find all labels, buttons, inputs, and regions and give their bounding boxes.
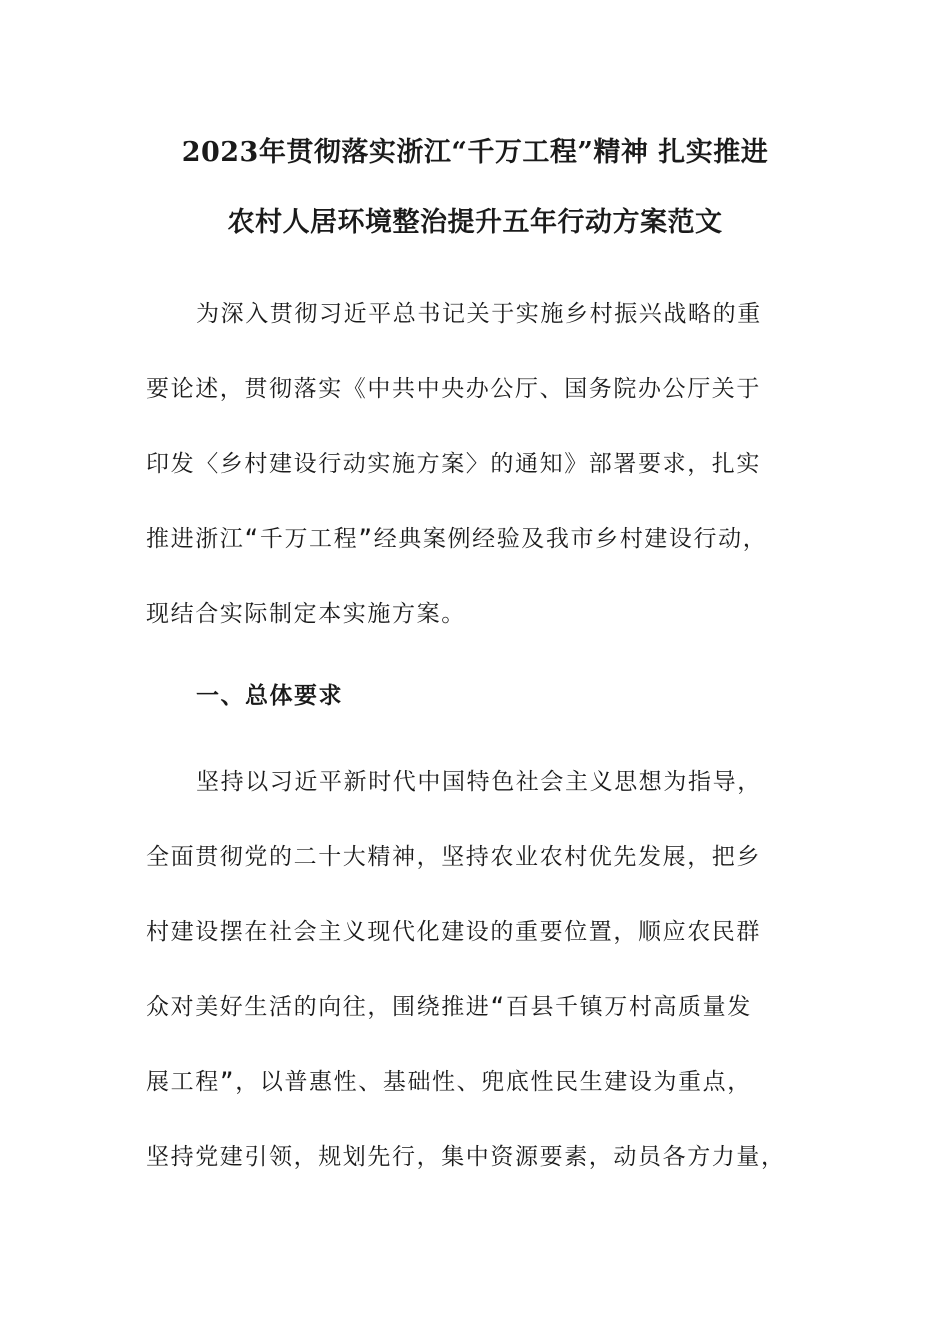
paragraph-1-line-4: 推进浙江“千万工程”经典案例经验及我市乡村建设行动，	[146, 526, 768, 552]
paragraph-1-line-3: 印发〈乡村建设行动实施方案〉的通知》部署要求，扎实	[146, 451, 761, 477]
paragraph-2-line-5: 展工程”，以普惠性、基础性、兜底性民生建设为重点，	[146, 1069, 752, 1095]
paragraph-1-line-2: 要论述，贯彻落实《中共中央办公厅、国务院办公厅关于	[146, 376, 761, 402]
paragraph-2-line-6: 坚持党建引领，规划先行，集中资源要素，动员各方力量，	[146, 1144, 786, 1170]
paragraph-1-line-1: 为深入贯彻习近平总书记关于实施乡村振兴战略的重	[196, 301, 762, 327]
paragraph-2-line-4: 众对美好生活的向往，围绕推进“百县千镇万村高质量发	[146, 994, 752, 1020]
document-title-line-1: 2023年贯彻落实浙江“千万工程”精神 扎实推进	[181, 137, 769, 168]
paragraph-2-line-1: 坚持以习近平新时代中国特色社会主义思想为指导，	[196, 769, 762, 795]
paragraph-1-line-5: 现结合实际制定本实施方案。	[146, 601, 466, 627]
section-1-heading: 一、总体要求	[196, 683, 343, 709]
paragraph-2-line-3: 村建设摆在社会主义现代化建设的重要位置，顺应农民群	[146, 919, 761, 945]
paragraph-2-line-2: 全面贯彻党的二十大精神，坚持农业农村优先发展，把乡	[146, 844, 761, 870]
document-title-line-2: 农村人居环境整治提升五年行动方案范文	[227, 207, 723, 238]
